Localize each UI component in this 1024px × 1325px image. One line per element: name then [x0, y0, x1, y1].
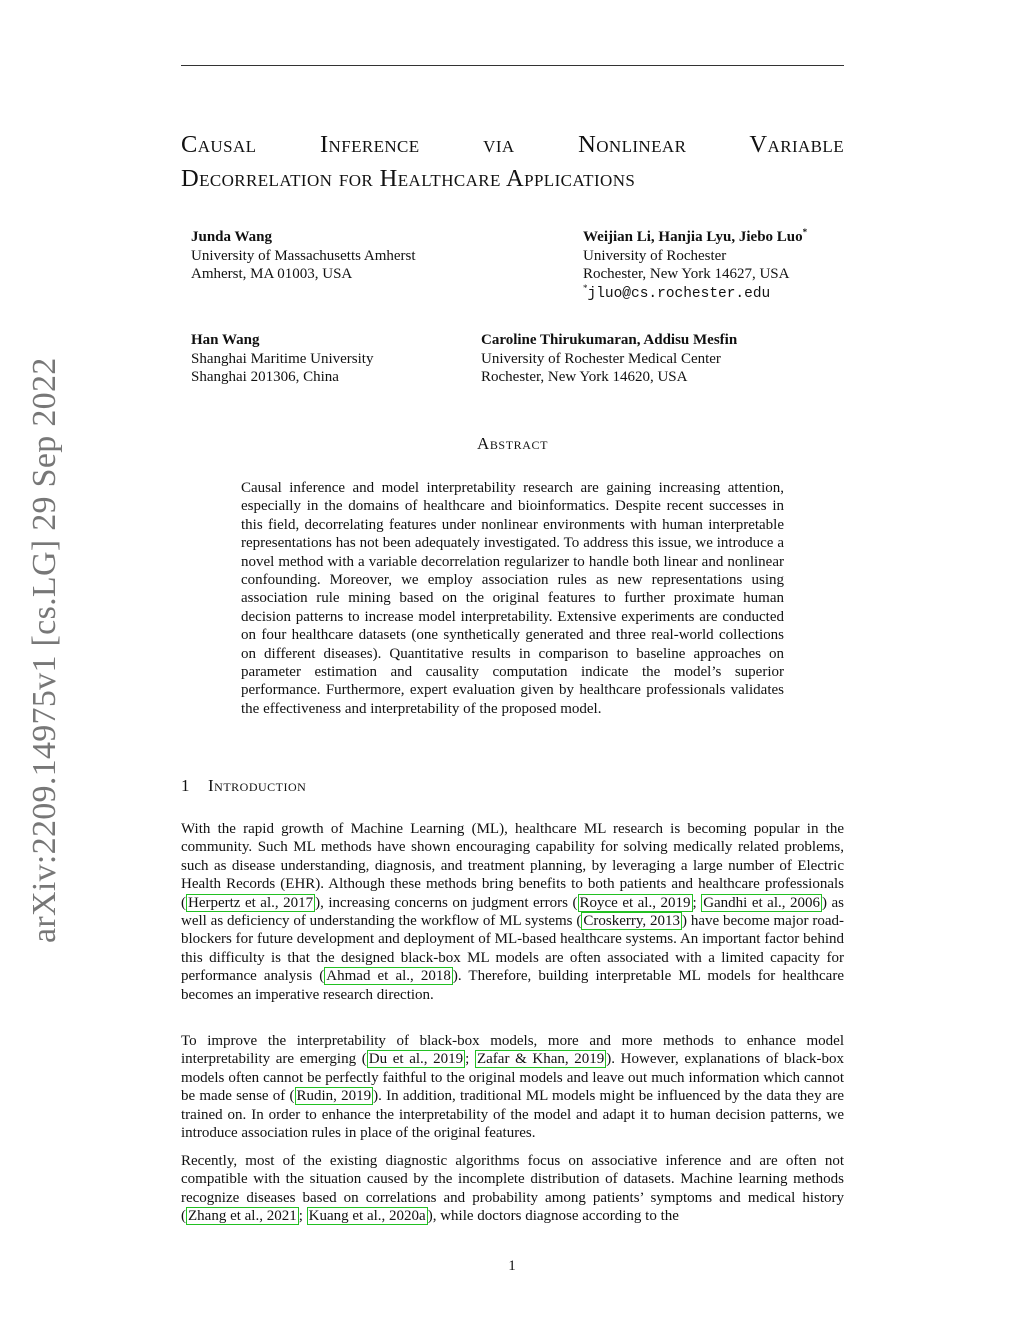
author-affiliation: University of Rochester Medical Center [481, 350, 721, 367]
author-block-2 [583, 228, 807, 303]
section-number: 1 [181, 776, 190, 795]
author-email[interactable]: jluo@cs.rochester.edu [587, 285, 771, 302]
author-block-4 [481, 331, 737, 387]
abstract-heading: Abstract [476, 434, 549, 453]
page-number: 1 [508, 1258, 516, 1274]
author-name: Weijian Li, Hanjia Lyu, Jiebo Luo* [583, 227, 808, 245]
author-address: Rochester, New York 14620, USA [481, 369, 688, 385]
citation-link[interactable]: Gandhi et al., 2006 [703, 894, 821, 911]
author-address: Shanghai 201306, China [191, 369, 339, 385]
citation-link[interactable]: Zhang et al., 2021 [188, 1208, 297, 1225]
top-rule [181, 65, 844, 66]
paper-title [181, 128, 844, 196]
author-address: Amherst, MA 01003, USA [191, 266, 353, 282]
corresponding-mark: * [802, 227, 808, 237]
intro-paragraph-2: To improve the interpretability of black-box models, more and more methods to enhance model interpretability are emerging ( Du et al., 2019 ; Zafar & Khan, 2019 ). However, explanations of black-box models often cannot be perfectly faithful to the original models and leave out much information which cannot be made sense of ( Rudin, 2019 ). In addition, traditional ML models might be influenced by the data they are trained on. In order to enhance the interpretability of the model and adapt it to human decision patterns, we introduce association rules in place of the original features. [181, 1033, 844, 1142]
author-block-3 [191, 331, 373, 387]
citation-link[interactable]: Zafar & Khan, 2019 [476, 1051, 605, 1068]
abstract-text: Causal inference and model interpretability research are gaining increasing attention, especially in the domains of healthcare and bioinformatics. Despite recent successes in this field, decorrelating features under nonlinear environments with human interpretable representations has not been adequately investigated. To address this issue, we introduce a novel method with a variable decorrelation regularizer to handle both linear and nonlinear confounding. Moreover, we employ association rules as new representations using association rule mining based on the original features to further proximate human decision patterns to increase model interpretability. Extensive experiments are conducted on four healthcare datasets (one synthetically generated and three real-world collections on different diseases). Quantitative results in comparison to baseline approaches on parameter estimation and causality computation indicate the model’s superior performance. Furthermore, expert evaluation given by healthcare professionals validates the effectiveness and interpretability of the proposed model. [241, 480, 784, 717]
section-heading [181, 776, 306, 796]
author-name: Caroline Thirukumaran, Addisu Mesfin [481, 332, 738, 348]
author-name: Junda Wang [191, 229, 273, 245]
intro-paragraph-1: With the rapid growth of Machine Learning (ML), healthcare ML research is becoming popular in the community. Such ML methods have shown encouraging capability for solving medically related problems, such as disease understanding, diagnosis, and treatment planning, by leveraging a large number of Electric Health Records (EHR). Although these methods bring benefits to both patients and healthcare professionals ( Herpertz et al., 2017 ), increasing concerns on judgment errors ( Royce et al., 2019 ; Gandhi et al., 2006 ) as well as deficiency of understanding the workflow of ML systems ( Croskerry, 2013 ) have become major road-blockers for future development and deployment of ML-based healthcare systems. An important factor behind this difficulty is that the designed black-box ML models are often associated with a limited capacity for performance analysis ( Ahmad et al., 2018 ). Therefore, building interpretable ML models for healthcare becomes an imperative research direction. [181, 821, 845, 1003]
author-address: Rochester, New York 14627, USA [583, 266, 790, 282]
author-affiliation: University of Massachusetts Amherst [191, 247, 416, 264]
author-affiliation: Shanghai Maritime University [191, 350, 374, 367]
section-title: Introduction [208, 776, 307, 795]
citation-link[interactable]: Rudin, 2019 [296, 1088, 372, 1105]
title-line-1: Causal Inference via Nonlinear Variable [181, 131, 844, 158]
citation-link[interactable]: Kuang et al., 2020a [308, 1208, 426, 1225]
citation-link[interactable]: Croskerry, 2013 [583, 913, 680, 930]
author-name: Han Wang [191, 332, 260, 348]
title-line-2: Decorrelation for Healthcare Applications [181, 165, 636, 192]
author-affiliation: University of Rochester [583, 247, 727, 264]
author-block-1 [191, 228, 416, 284]
arxiv-identifier: arXiv:2209.14975v1 [cs.LG] 29 Sep 2022 [26, 357, 63, 943]
citation-link[interactable]: Du et al., 2019 [368, 1051, 464, 1068]
email-mark: * [583, 282, 588, 293]
citation-link[interactable]: Herpertz et al., 2017 [188, 894, 314, 911]
citation-link[interactable]: Royce et al., 2019 [579, 894, 691, 911]
citation-link[interactable]: Ahmad et al., 2018 [326, 968, 451, 985]
intro-paragraph-3: Recently, most of the existing diagnostic algorithms focus on associative inference and are often not compatible with the situation caused by the incomplete distribution of datasets. Machine learning methods recognize diseases based on correlations and probability among patients’ symptoms and medical history ( Zhang et al., 2021 ; Kuang et al., 2020a ), while doctors diagnose according to the [181, 1153, 844, 1225]
author-email-line [583, 284, 807, 304]
